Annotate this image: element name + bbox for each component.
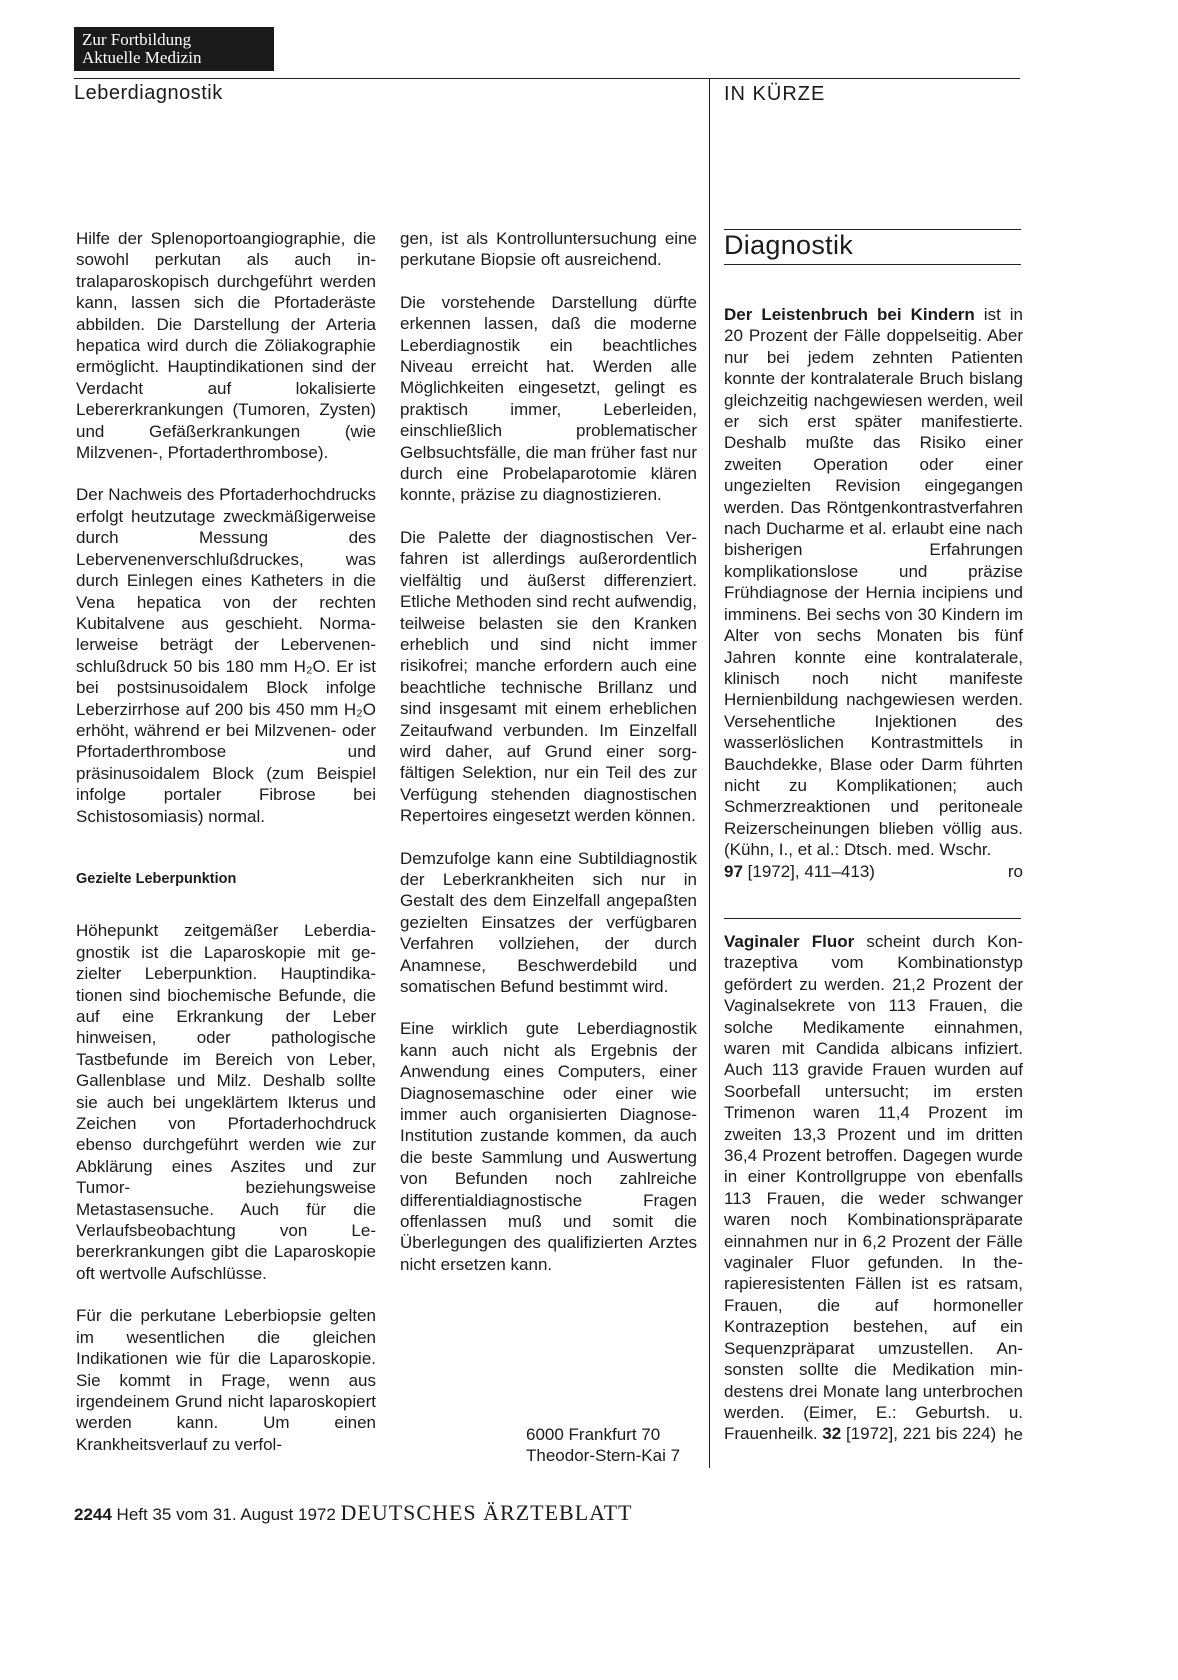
paragraph: Hilfe der Splenoportoangiographie, die sowohl perkutan als auch intralaparoskopisch durchgeführt werden kann, lassen sich die Pfortaderäste abbilden. Die Darstellung der Arteria hepatica wird durch die Zöliakographie ermöglicht. Hauptindikationen sind der Verdacht auf lokalisierte Lebererkrankungen (Tumoren, Zysten) und Gefäßerkrankungen (wie Milzvenen-, Pfortaderthrombose). <box>76 229 376 463</box>
rubric-line-1: Zur Fortbildung <box>82 30 192 49</box>
page-footer <box>74 1500 632 1526</box>
sidebar-title: Diagnostik <box>724 230 854 260</box>
rubric-line-2: Aktuelle Medizin <box>82 48 202 67</box>
news-item-lead: Vaginaler Fluor <box>724 931 855 951</box>
paragraph: Der Nachweis des Pfortaderhochdrucks erfolgt heutzutage zweckmäßigerweise durch Messung des Lebervenenverschlußdruckes, was durch Einlegen eines Katheters in die Vena hepatica von der rechten Kubitalvene aus geschieht. Normalerweise beträgt der Lebervenenschlußdruck 50 bis 180 mm H₂O. Er ist bei postsinusoidalem Block infolge Leberzirrhose auf 200 bis 450 mm H₂O erhöht, während er bei Milzvenen- oder Pfortaderthrombose und präsinusoidalem Block (zum Beispiel infolge portaler Fibrose bei Schistosomiasis) normal. <box>76 485 376 826</box>
issue-info: Heft 35 vom 31. August 1972 <box>111 1505 341 1524</box>
address-line: Theodor-Stern-Kai 7 <box>526 1446 681 1465</box>
sidebar-label: IN KÜRZE <box>724 83 826 105</box>
paragraph: Eine wirklich gute Leberdiagnostik kann auch nicht als Ergebnis der Anwendung eines Computers, einer Diagnosemaschine oder einer wie immer auch organisierten Diagnose-Institution zustande kommen, da auch die beste Sammlung und Auswertung von Befunden noch zahlreiche differentialdiagnostische Fragen offenlassen muß und somit die Überlegungen des qualifizierten Arztes nicht ersetzen kann. <box>400 1019 697 1274</box>
subheading: Gezielte Leberpunktion <box>76 870 237 887</box>
rubric-box <box>74 27 274 71</box>
header-rule <box>74 78 1020 79</box>
paragraph: Demzufolge kann eine Subtildiagnostik der Leberkrankheiten sich nur in Gestalt des dem Einzelfall angepaßten gezielten Einsatzes der verfügbaren Verfahren vollziehen, der durch Anamnese, Beschwerdebild und somatischen Befund bestimmt wird. <box>400 848 697 996</box>
author-initials: he <box>1004 1424 1023 1444</box>
page-number: 2244 <box>74 1505 112 1524</box>
item-divider <box>724 918 1021 919</box>
news-item-reference <box>724 861 1023 882</box>
address-line: 6000 Frankfurt 70 <box>526 1425 661 1444</box>
paragraph: Die Palette der diagnostischen Verfahren ist allerdings außerordentlich vielfältig und äußerst differenziert. Etliche Methoden sind recht aufwendig, teilweise belasten sie den Kranken erheblich und sind nicht immer risikofrei; manche erfordern auch eine beachtliche technische Brillanz und sind insgesamt mit einem erheblichen Zeitaufwand verbunden. Im Einzelfall wird daher, auf Grund einer sorgfältigen Selektion, nur ein Teil des zur Verfügung stehenden diagnostischen Repertoires eingesetzt werden können. <box>400 527 697 826</box>
paragraph: Höhepunkt zeitgemäßer Leberdiagnostik ist die Laparoskopie mit gezielter Leberpunktion. Hauptindikationen sind biochemische Befunde, die auf eine Erkrankung der Leber hinweisen, oder pathologische Tastbefunde im Bereich von Leber, Gallenblase und Milz. Deshalb sollte sie auch bei ungeklärtem Ikterus und Zeichen von Pfortaderhochdruck ebenso durchgeführt werden wie zur Abklärung eines Aszites und zur Tumor- beziehungsweise Metastasensuche. Auch für die Verlaufsbeobachtung von Lebererkrankungen gibt die Laparoskopie oft wertvolle Aufschlüsse. <box>76 921 376 1283</box>
paragraph: Die vorstehende Darstellung dürfte erkennen lassen, daß die moderne Leberdiagnostik ein beachtliches Niveau erreicht hat. Werden alle Möglichkeiten eingesetzt, gelingt es praktisch immer, Leberleiden, einschließlich problematischer Gelbsuchtsfälle, die man früher fast nur durch eine Probelaparotomie klären konnte, präzise zu diagnostizieren. <box>400 292 697 505</box>
author-initials: ro <box>1007 861 1023 881</box>
sidebar-column <box>724 304 1023 1445</box>
volume-number: 32 <box>822 1424 842 1444</box>
reference-text: [1972], 221 bis 224) <box>841 1424 997 1444</box>
news-item <box>724 304 1023 861</box>
column-divider <box>709 78 710 1468</box>
news-item-body: scheint durch Kontrazeptiva vom Kombinationstyp gefördert zu werden. 21,2 Prozent der Vaginalsekrete von 113 Frauen, die solche Medikamente einnahmen, waren mit Candida albicans infiziert. Auch 113 gravide Frauen wurden auf Soorbefall untersucht; im ersten Trimenon waren 11,4 Prozent im zweiten 13,3 Prozent und im dritten 36,4 Prozent betroffen. Dagegen wurde in einer Kontrollgruppe von ebenfalls 113 Frauen, die weder schwanger waren noch Kombinationspräparate einnahmen nur in 6,2 Prozent der Fälle vaginaler Fluor gefunden. In therapieresistenten Fällen ist es ratsam, Frauen, die auf hormoneller Kontrazeption bestehen, auf ein Sequenzpräparat umzustellen. Ansonsten sollte die Medikation mindestens drei Monate lang unterbrochen werden. (Eimer, E.: Geburtsh. u. Frauenheilk. <box>724 931 1024 1444</box>
article-column-1 <box>76 228 376 1455</box>
news-item-body: ist in 20 Prozent der Fälle doppelseitig. Aber nur bei jedem zehnten Patienten konnte der kontralaterale Bruch bislang gleichzeitig nachgewiesen werden, weil er sich erst später manifestierte. Deshalb mußte das Risiko einer zweiten Operation oder einer ungezielten Revision eingegangen werden. Das Röntgenkontrastverfahren nach Ducharme et al. erlaubt eine nach bisherigen Erfahrungen komplikationslose und präzise Frühdiagnose der Hernia incipiens und imminens. Bei sechs von 30 Kindern im Alter von sechs Monaten bis fünf Jahren konnte eine kontralaterale, klinisch noch nicht manifeste Hernienbildung nachgewiesen werden. Versehentliche Injektionen des wasserlöslichen Kontrastmittels in Bauchdekke, Blase oder Darm führten nicht zu Komplikationen; auch Schmerzreaktionen und peritoneale Reizerscheinungen blieben völlig aus. (Kühn, I., et al.: Dtsch. med. Wschr. <box>724 305 1023 860</box>
paragraph: gen, ist als Kontrolluntersuchung eine perkutane Biopsie oft ausreichend. <box>400 229 697 270</box>
author-address <box>526 1424 680 1466</box>
paragraph: Für die perkutane Leberbiopsie gelten im wesentlichen die gleichen Indikationen wie für die Laparoskopie. Sie kommt in Frage, wenn aus irgendeinem Grund nicht laparoskopiert werden kann. Um einen Krankheitsverlauf zu verfol- <box>76 1306 376 1454</box>
article-column-2 <box>400 228 697 1275</box>
section-label: Leberdiagnostik <box>74 82 223 104</box>
volume-number: 97 <box>724 861 743 881</box>
news-item-lead: Der Leistenbruch bei Kindern <box>724 305 975 324</box>
magazine-name: DEUTSCHES ÄRZTEBLATT <box>340 1500 633 1525</box>
news-item <box>724 931 1023 1445</box>
reference-text: [1972], 411–413) <box>742 861 875 881</box>
title-rule-bottom <box>724 264 1021 265</box>
